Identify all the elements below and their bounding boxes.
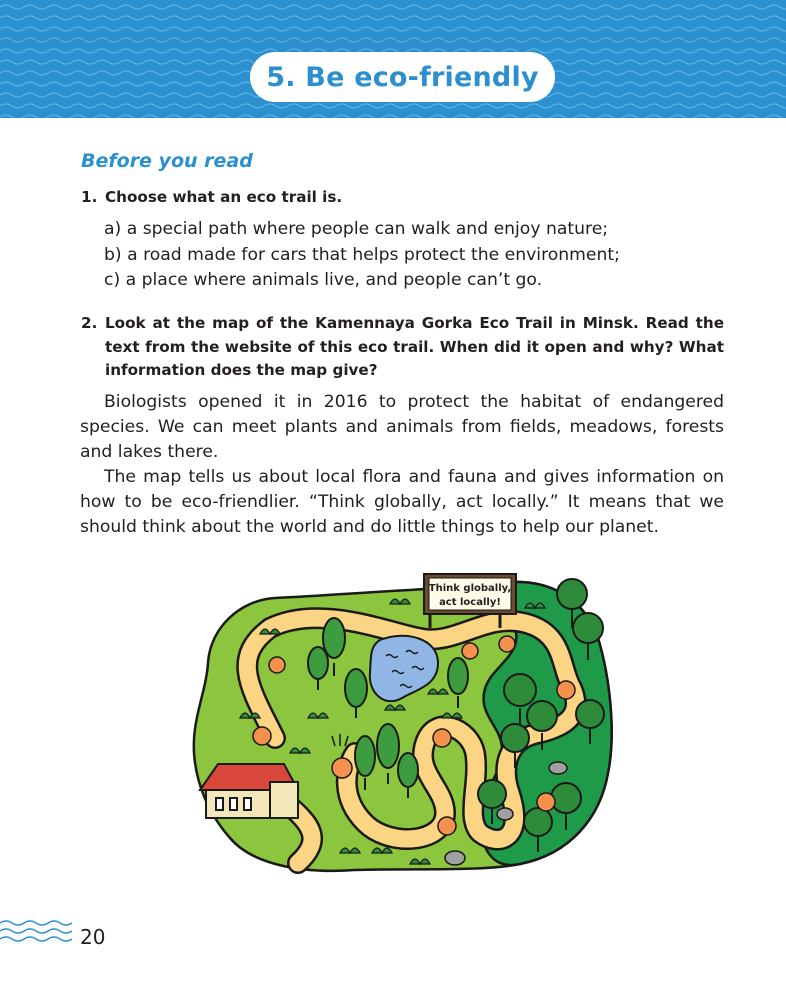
header-band <box>0 0 786 118</box>
option-c: c) a place where animals live, and people can’t go. <box>104 270 543 290</box>
task-number: 1. <box>81 188 98 206</box>
option-a: a) a special path where people can walk and enjoy nature; <box>104 219 609 239</box>
text-paragraph: Biologists opened it in 2016 to protect the habitat of endangered species. We can meet plants and animals from fields, meadows, forests and lakes there. <box>80 392 724 462</box>
task-1 <box>81 186 741 210</box>
answer-options <box>104 217 744 294</box>
option-b: b) a road made for cars that helps protect the environment; <box>104 244 620 265</box>
title-pill <box>250 52 555 102</box>
sign-text-line1: Think globally, <box>428 583 512 594</box>
eco-trail-map <box>180 568 620 890</box>
task-prompt: Look at the map of the Kamennaya Gorka Eco Trail in Minsk. Read the text from the website of this eco trail. When did it open and why? What information does the map give? <box>105 314 724 379</box>
task-number: 2. <box>81 314 98 332</box>
task-2 <box>81 312 724 383</box>
section-subtitle: Before you read <box>81 150 253 172</box>
sign-text-line2: act locally! <box>439 597 501 608</box>
house <box>200 764 298 818</box>
task-prompt: Choose what an eco trail is. <box>105 188 343 206</box>
page-number: 20 <box>80 925 106 949</box>
page-title: 5. Be eco-friendly <box>266 61 539 93</box>
text-paragraph: The map tells us about local flora and fauna and gives information on how to be eco-friendlier. “Think globally, act locally.” It means that we should think about the world and do little things to help our planet. <box>80 467 724 537</box>
footer-wave-icon <box>0 918 74 946</box>
